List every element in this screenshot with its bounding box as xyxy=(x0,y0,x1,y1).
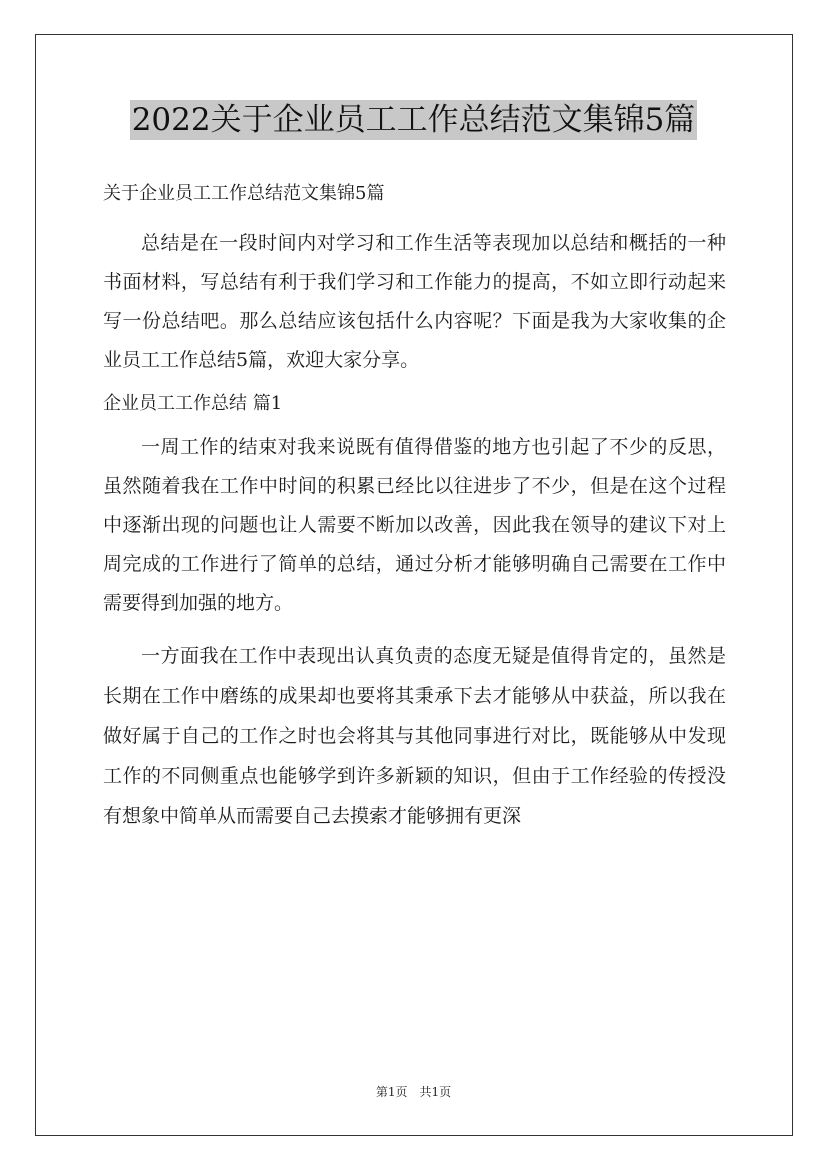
document-body xyxy=(103,175,726,836)
section-heading: 企业员工工作总结 篇1 xyxy=(103,393,283,414)
body-paragraph-2: 一方面我在工作中表现出认真负责的态度无疑是值得肯定的，虽然是长期在工作中磨练的成果却也要将其秉承下去才能够从中获益，所以我在做好属于自己的工作之时也会将其与其他同事进行对比，既能够从中发现工作的不同侧重点也能够学到许多新颖的知识，但由于工作经验的传授没有想象中简单从而需要自己去摸索才能够拥有更深 xyxy=(103,645,726,827)
document-title: 2022关于企业员工工作总结范文集锦5篇 xyxy=(131,102,696,138)
page-footer: 第1页 共1页 xyxy=(375,1085,452,1099)
title-container xyxy=(0,100,827,140)
document-subtitle: 关于企业员工工作总结范文集锦5篇 xyxy=(103,183,385,204)
body-paragraph-1: 一周工作的结束对我来说既有值得借鉴的地方也引起了不少的反思，虽然随着我在工作中时间的积累已经比以往进步了不少，但是在这个过程中逐渐出现的问题也让人需要不断加以改善，因此我在领导的建议下对上周完成的工作进行了简单的总结，通过分析才能够明确自己需要在工作中需要得到加强的地方。 xyxy=(103,436,726,614)
intro-paragraph: 总结是在一段时间内对学习和工作生活等表现加以总结和概括的一种书面材料，写总结有利于我们学习和工作能力的提高，不如立即行动起来写一份总结吧。那么总结应该包括什么内容呢？下面是我为大家收集的企业员工工作总结5篇，欢迎大家分享。 xyxy=(103,232,726,371)
